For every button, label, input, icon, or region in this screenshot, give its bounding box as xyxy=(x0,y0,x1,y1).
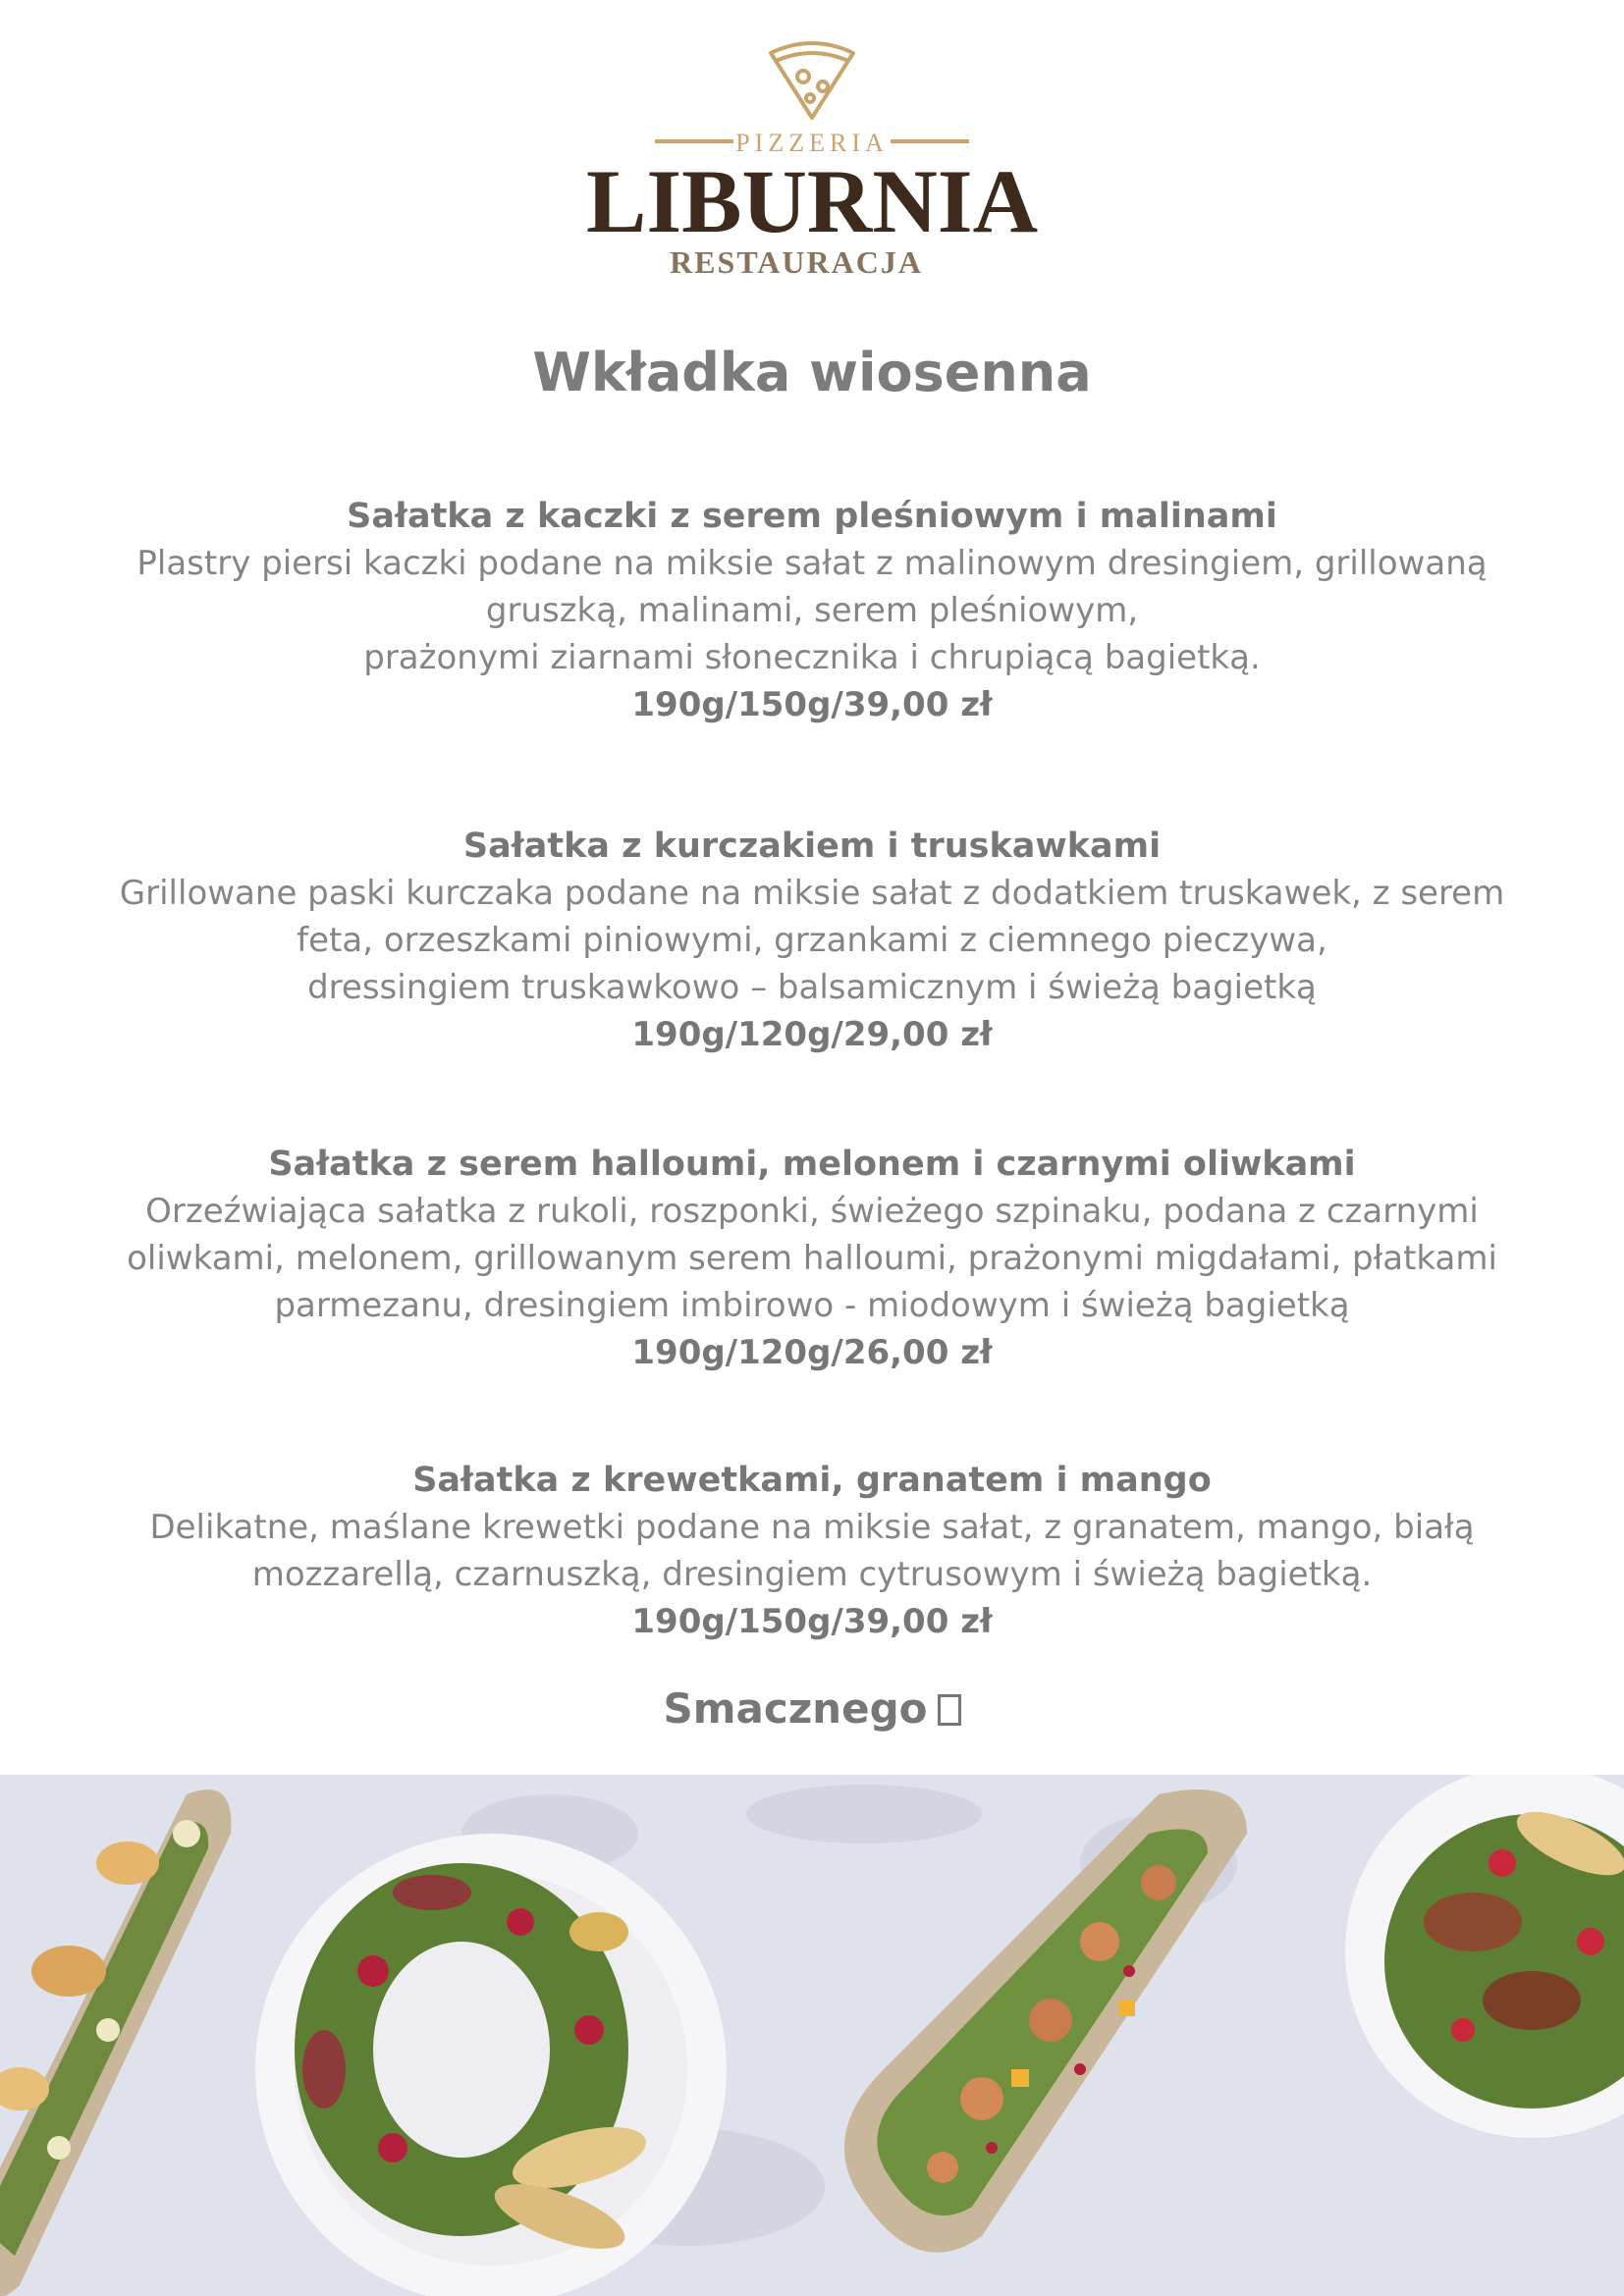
description-line: Grillowane paski kurczaka podane na miksie sałat z dodatkiem truskawek, z serem xyxy=(119,874,1505,913)
description-line: oliwkami, melonem, grillowanym serem halloumi, prażonymi migdałami, płatkami xyxy=(127,1239,1497,1278)
logo-bottom-text: RESTAURACJA xyxy=(670,244,923,280)
salad-photo xyxy=(0,1775,1624,2296)
menu-item-price: 190g/120g/29,00 zł xyxy=(631,1015,993,1054)
logo-main-text: LIBURNIA xyxy=(586,151,1038,251)
menu-item-name: Sałatka z krewetkami, granatem i mango xyxy=(412,1461,1212,1500)
menu-item-price: 190g/150g/39,00 zł xyxy=(631,685,993,724)
menu-item-name: Sałatka z serem halloumi, melonem i czarnymi oliwkami xyxy=(268,1145,1356,1184)
menu-item xyxy=(118,1141,1506,1376)
restaurant-logo xyxy=(0,35,1624,291)
description-line: prażonymi ziarnami słonecznika i chrupiącą bagietką. xyxy=(363,638,1261,677)
menu-item xyxy=(118,1457,1506,1645)
closing-label: Smacznego xyxy=(663,1684,928,1733)
description-line: Delikatne, maślane krewetki podane na miksie sałat, z granatem, mango, białą xyxy=(149,1508,1475,1547)
pizza-slice-icon xyxy=(771,43,853,118)
menu-item-price: 190g/120g/26,00 zł xyxy=(631,1333,993,1372)
menu-item-description xyxy=(118,1188,1506,1329)
closing-text xyxy=(0,1684,1624,1733)
menu-item-description xyxy=(118,870,1506,1011)
menu-item xyxy=(118,493,1506,728)
page-title: Wkładka wiosenna xyxy=(532,342,1092,403)
menu-item xyxy=(118,823,1506,1058)
menu-item-name: Sałatka z kurczakiem i truskawkami xyxy=(462,827,1162,866)
menu-item-description xyxy=(118,540,1506,681)
description-line: Plastry piersi kaczki podane na miksie sałat z malinowym dresingiem, grillowaną xyxy=(136,544,1488,583)
menu-item-price: 190g/150g/39,00 zł xyxy=(631,1602,993,1641)
missing-glyph-icon xyxy=(938,1694,961,1726)
plate-duck-salad xyxy=(255,1834,727,2296)
description-line: gruszką, malinami, serem pleśniowym, xyxy=(485,591,1139,630)
logo-top-text: PIZZERIA xyxy=(735,129,889,157)
menu-item-description xyxy=(118,1504,1506,1598)
description-line: Orzeźwiająca sałatka z rukoli, roszponki, świeżego szpinaku, podana z czarnymi xyxy=(145,1192,1479,1231)
menu-item-name: Sałatka z kaczki z serem pleśniowym i malinami xyxy=(347,497,1277,536)
description-line: parmezanu, dresingiem imbirowo - miodowym i świeżą bagietką xyxy=(274,1286,1350,1325)
description-line: feta, orzeszkami piniowymi, grzankami z ciemnego pieczywa, xyxy=(297,921,1327,960)
description-line: mozzarellą, czarnuszką, dresingiem cytrusowym i świeżą bagietką. xyxy=(251,1555,1373,1594)
description-line: dressingiem truskawkowo – balsamicznym i świeżą bagietką xyxy=(307,968,1317,1007)
